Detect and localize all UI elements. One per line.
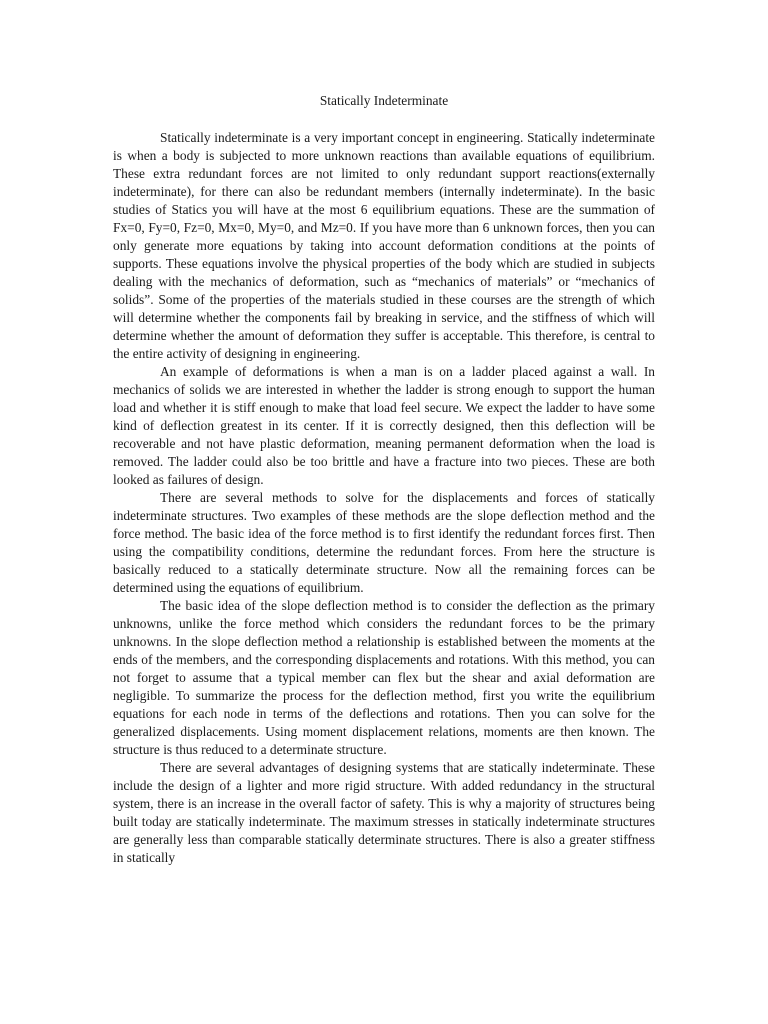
paragraph-4: The basic idea of the slope deflection method is to consider the deflection as the primary unknowns, unlike the force method which considers the redundant forces to be the primary unknowns. In the slope deflection method a relationship is established between the moments at the ends of the members, and the corresponding displacements and rotations. With this method, you can not forget to assume that a typical member can flex but the shear and axial deformation are negligible. To summarize the process for the deflection method, first you write the equilibrium equations for each node in terms of the deflections and rotations. Then you can solve for the generalized displacements. Using moment displacement relations, moments are then known. The structure is thus reduced to a determinate structure. [113,598,655,757]
paragraph-2: An example of deformations is when a man is on a ladder placed against a wall. In mechanics of solids we are interested in whether the ladder is strong enough to support the human load and whether it is stiff enough to make that load feel secure. We expect the ladder to have some kind of deflection greatest in its center. If it is correctly designed, then this deflection will be recoverable and not have plastic deformation, meaning permanent deformation when the load is removed. The ladder could also be too brittle and have a fracture into two pieces. These are both looked as failures of design. [113,364,655,487]
paragraph-1: Statically indeterminate is a very important concept in engineering. Statically indeterminate is when a body is subjected to more unknown reactions than available equations of equilibrium. These extra redundant forces are not limited to only redundant support reactions(externally indeterminate), for there can also be redundant members (internally indeterminate). In the basic studies of Statics you will have at the most 6 equilibrium equations. These are the summation of Fx=0, Fy=0, Fz=0, Mx=0, My=0, and Mz=0. If you have more than 6 unknown forces, then you can only generate more equations by taking into account deformation conditions at the points of supports. These equations involve the physical properties of the body which are studied in subjects dealing with the mechanics of deformation, such as “mechanics of materials” or “mechanics of solids”. Some of the properties of the materials studied in these courses are the strength of which will determine whether the components fail by breaking in service, and the stiffness of which will determine whether the amount of deformation they suffer is acceptable. This therefore, is central to the entire activity of designing in engineering. [113,130,655,361]
document-title: Statically Indeterminate [319,93,449,108]
paragraph-5: There are several advantages of designing systems that are statically indeterminate. These include the design of a lighter and more rigid structure. With added redundancy in the structural system, there is an increase in the overall factor of safety. This is why a majority of structures being built today are statically indeterminate. The maximum stresses in statically indeterminate structures are generally less than comparable statically determinate structures. There is also a greater stiffness in statically [113,760,655,865]
document-body [113,92,655,867]
paragraph-3: There are several methods to solve for the displacements and forces of statically indeterminate structures. Two examples of these methods are the slope deflection method and the force method. The basic idea of the force method is to first identify the redundant forces first. Then using the compatibility conditions, determine the redundant forces. From here the structure is basically reduced to a statically determinate structure. Now all the remaining forces can be determined using the equations of equilibrium. [113,490,655,595]
